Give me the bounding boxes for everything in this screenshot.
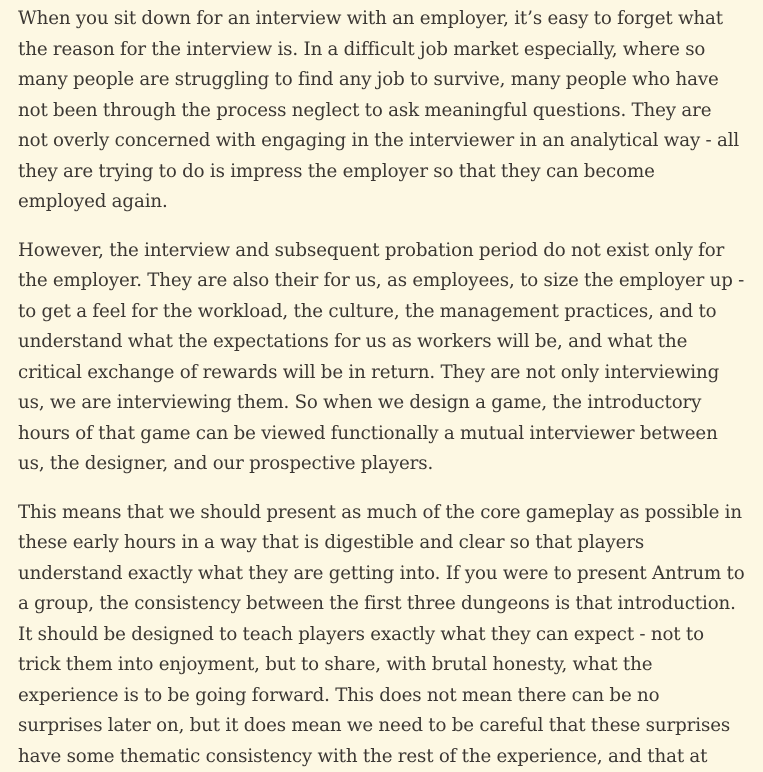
paragraph-mutual-interview: However, the interview and subsequent probation period do not exist only for the employer. They are also their for us, as employees, to size the employer up - to get a feel for the workload, the culture, the management practices, and to understand what the expectations for us as workers will be, and what the critical exchange of rewards will be in return. They are not only interviewing us, we are interviewing them. So when we design a game, the introductory hours of that game can be viewed functionally a mutual interviewer between us, the designer, and our prospective players. — [18, 236, 745, 480]
paragraph-interview-intro: When you sit down for an interview with an employer, it’s easy to forget what the reason for the interview is. In a difficult job market especially, where so many people are struggling to find any job to survive, many people who have not been through the process neglect to ask meaningful questions. They are not overly concerned with engaging in the interviewer in an analytical way - all they are trying to do is impress the employer so that they can become employed again. — [18, 4, 745, 218]
paragraph-core-gameplay: This means that we should present as much of the core gameplay as possible in these early hours in a way that is digestible and clear so that players understand exactly what they are getting into. If you were to present Antrum to a group, the consistency between the first three dungeons is that introduction. It should be designed to teach players exactly what they can expect - not to trick them into enjoyment, but to share, with brutal honesty, what the experience is to be going forward. This does not mean there can be no surprises later on, but it does mean we need to be careful that these surprises have some thematic consistency with the rest of the experience, and that at — [18, 498, 745, 772]
